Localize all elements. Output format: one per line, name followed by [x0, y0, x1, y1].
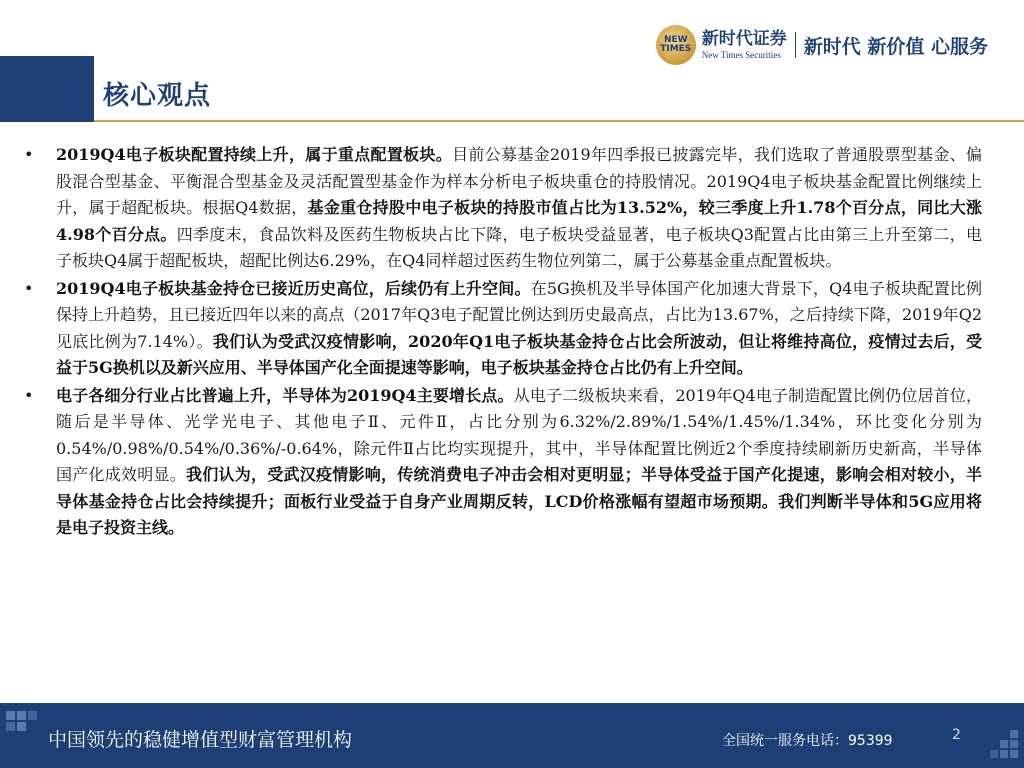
- key-point-2-heading: 2019Q4电子板块基金持仓已接近历史高位，后续仍有上升空间。: [56, 278, 531, 298]
- footer-bar: [0, 703, 1024, 768]
- key-point-2-highlight: 我们认为受武汉疫情影响，2020年Q1电子板块基金持仓占比会所波动，但让将维持高位，疫情过去后，受益于5G换机以及新兴应用、半导体国产化全面提速等影响，电子板块基金持仓占比仍有上升空间。: [56, 331, 982, 377]
- page-title: 核心观点: [103, 81, 212, 111]
- logo-text: [702, 29, 787, 61]
- logo-emblem-icon: NEW TIMES: [656, 25, 696, 65]
- key-point-2-text: 在5G换机及半导体国产化加速大背景下，Q4电子板块配置比例保持上升趋势，且已接近四年以来的高点（2017年Q3电子配置比例达到历史最高点，占比为13.67%，之后持续下降，2019年Q2见底比例为7.14%）。: [56, 278, 982, 351]
- bullet-icon: •: [24, 278, 34, 298]
- key-point-1-text: 目前公募基金2019年四季报已披露完毕，我们选取了普通股票型基金、偏股混合型基金、平衡混合型基金及灵活配置型基金作为样本分析电子板块重仓的持股情况。2019Q4电子板块基金配置比例继续上升，属于超配板块。根据Q4数据，: [56, 145, 982, 217]
- footer-squares-icon: [6, 711, 46, 741]
- bullet-icon: •: [24, 145, 34, 164]
- key-point-3-highlight: 我们认为，受武汉疫情影响，传统消费电子冲击会相对更明显；半导体受益于国产化提速，影响会相对较小，半导体基金持仓占比会持续提升；面板行业受益于自身产业周期反转，LCD价格涨幅有望超市场预期。我们判断半导体和5G应用将是电子投资主线。: [56, 465, 982, 537]
- header-slogan: 新时代 新价值 心服务: [803, 35, 988, 58]
- header-accent-block: [0, 56, 94, 122]
- service-hotline: 全国统一服务电话：95399: [722, 733, 893, 749]
- key-point-1-highlight: 基金重仓持股中电子板块的持股市值占比为13.52%，较三季度上升1.78个百分点，同比大涨4.98个百分点。: [56, 198, 982, 244]
- logo-divider: [795, 32, 796, 58]
- logo-company-en: New Times Securities: [701, 50, 781, 60]
- key-point-3-text: 从电子二级板块来看，2019年Q4电子制造配置比例仍位居首位，随后是半导体、光学光电子、其他电子Ⅱ、元件Ⅱ，占比分别为6.32%/2.89%/1.54%/1.45%/1.34%，环比变化分别为0.54%/0.98%/0.54%/0.36%/-0.64%，除元件Ⅱ占比均实现提升，其中，半导体配置比例近2个季度持续刷新历史新高，半导体国产化成效明显。: [56, 385, 982, 484]
- header-divider: [94, 120, 1024, 122]
- logo-company-cn: 新时代证券: [701, 29, 787, 49]
- company-logo: [656, 24, 988, 66]
- corner-squares-icon: [988, 730, 1018, 764]
- key-point-3-heading: 电子各细分行业占比普遍上升，半导体为2019Q4主要增长点。: [56, 385, 514, 405]
- key-point-2: [22, 276, 982, 382]
- key-point-1: [22, 142, 982, 275]
- page-number: 2: [952, 727, 961, 743]
- key-point-1-text-2: 四季度末，食品饮料及医药生物板块占比下降，电子板块受益显著，电子板块Q3配置占比由第三上升至第二，电子板块Q4属于超配板块，超配比例达6.29%，在Q4同样超过医药生物位列第二，属于公募基金重点配置板块。: [56, 224, 982, 270]
- key-point-1-heading: 2019Q4电子板块配置持续上升，属于重点配置板块。: [56, 145, 453, 164]
- key-points-list: [22, 142, 982, 543]
- footer-slogan: 中国领先的稳健增值型财富管理机构: [48, 729, 353, 751]
- key-point-3: [22, 383, 982, 542]
- bullet-icon: •: [24, 385, 34, 405]
